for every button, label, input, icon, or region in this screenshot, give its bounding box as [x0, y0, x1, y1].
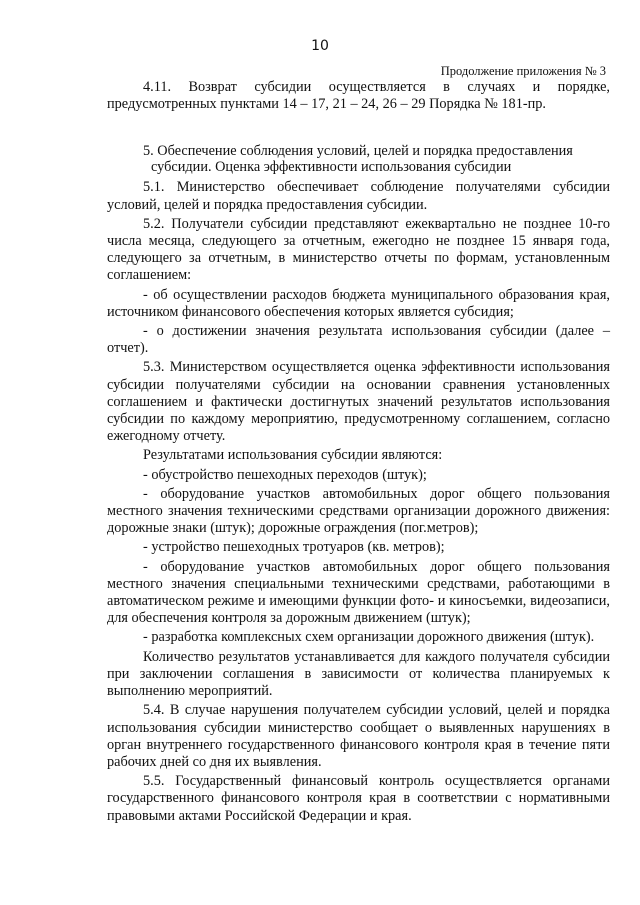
results-quantity-paragraph: Количество результатов устанавливается для каждого получателя субсидии при заключении соглашения в зависимости от количества планируемых к выполнению мероприятий.: [107, 648, 610, 700]
paragraph-4-11: 4.11. Возврат субсидии осуществляется в случаях и порядке, предусмотренных пунктами 14 – 17, 21 – 24, 26 – 29 Порядка № 181-пр.: [107, 79, 610, 113]
list-item: - оборудование участков автомобильных дорог общего пользования местного значения специальными техническими средствами, работающими в автоматическом режиме и имеющими функции фото- и киносъемки, видеозаписи, для обеспечения контроля за дорожным движением (штук);: [107, 558, 610, 627]
page-number: 10: [311, 38, 329, 54]
paragraph-5-2: 5.2. Получатели субсидии представляют ежеквартально не позднее 10-го числа месяца, следующего за отчетным, ежегодно не позднее 15 января года, следующего за отчетным, в министерство отчеты по формам, установленным соглашением:: [107, 215, 610, 284]
list-item: - о достижении значения результата использования субсидии (далее – отчет).: [107, 323, 610, 357]
document-body: [107, 79, 610, 825]
list-item: - оборудование участков автомобильных дорог общего пользования местного значения техническими средствами организации дорожного движения: дорожные знаки (штук); дорожные ограждения (пог.метров);: [107, 485, 610, 537]
list-item: - об осуществлении расходов бюджета муниципального образования края, источником финансового обеспечения которых является субсидия;: [107, 286, 610, 320]
results-intro: Результатами использования субсидии являются:: [143, 447, 443, 464]
paragraph-5-4: 5.4. В случае нарушения получателем субсидии условий, целей и порядка использования субсидии министерство сообщает о выявленных нарушениях в орган внутреннего государственного финансового контроля края в течение пяти рабочих дней со дня их выявления.: [107, 702, 610, 770]
paragraph-5-5: 5.5. Государственный финансовый контроль осуществляется органами государственного финансового контроля края в соответствии с нормативными правовыми актами Российской Федерации и края.: [107, 773, 610, 824]
list-item: - разработка комплексных схем организации дорожного движения (штук).: [143, 629, 595, 646]
paragraph-5-3: 5.3. Министерством осуществляется оценка эффективности использования субсидии получателями субсидии на основании сравнения установленных соглашением и фактически достигнутых значений результатов использования субсидии по каждому мероприятию, предусмотренному соглашением, согласно ежегодному отчету.: [107, 359, 610, 445]
list-item: - обустройство пешеходных переходов (штук);: [143, 466, 427, 483]
appendix-note: Продолжение приложения № 3: [440, 64, 606, 78]
paragraph-5-1: 5.1. Министерство обеспечивает соблюдение получателями субсидии условий, целей и порядка предоставления субсидии.: [107, 179, 610, 213]
section-heading-line1: 5. Обеспечение соблюдения условий, целей и порядка предоставления: [143, 143, 573, 160]
list-item: - устройство пешеходных тротуаров (кв. метров);: [143, 539, 445, 556]
section-heading-line2: субсидии. Оценка эффективности использования субсидии: [151, 159, 512, 176]
section-heading: [107, 143, 610, 175]
